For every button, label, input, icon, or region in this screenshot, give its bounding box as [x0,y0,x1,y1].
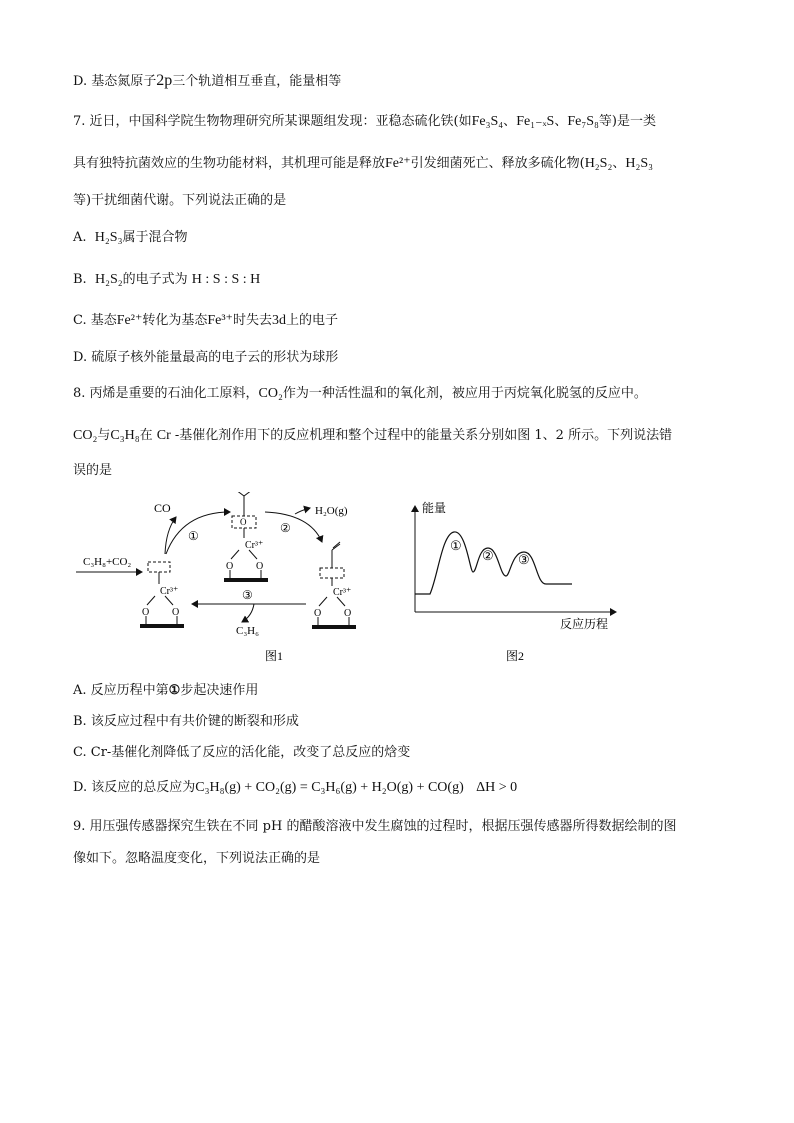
q8-option-c: C. Cr-基催化剂降低了反应的活化能，改变了总反应的焓变 [73,745,411,760]
fig2-step1-label: ① [450,538,462,553]
q8-option-b: B. 该反应过程中有共价键的断裂和形成 [73,714,299,729]
q7-option-a: A. H₂S₃属于混合物 [73,230,188,245]
q8-stem-line2: CO₂与C₃H₈在 Cr -基催化剂作用下的反应机理和整个过程中的能量关系分别如图 1、2 所示。下列说法错 [73,428,673,443]
figure-2-energy-diagram [400,496,626,670]
q7-stem-line1: 7. 近日，中国科学院生物物理研究所某课题组发现：亚稳态硫化铁(如Fe₃S₄、Fe₁₋ₓS、Fe₇S₈等)是一类 [73,114,656,129]
fig1-input-label: C₃H₈+CO₂ [83,556,132,568]
svg-text:O: O [226,561,234,572]
q7-stem-line2: 具有独特抗菌效应的生物功能材料，其机理可能是释放Fe²⁺引发细菌死亡、释放多硫化物(H₂S₂、H₂S₃ [73,156,654,171]
q8-option-d: D. 该反应的总反应为C₃H₈(g) + CO₂(g) = C₃H₆(g) + H₂O(g) + CO(g) ΔH > 0 [73,780,518,795]
q7-stem-line3: 等)干扰细菌代谢。下列说法正确的是 [73,193,287,208]
q9-stem-line1: 9. 用压强传感器探究生铁在不同 pH 的醋酸溶液中发生腐蚀的过程时，根据压强传感器所得数据绘制的图 [73,819,677,834]
svg-text:O: O [344,608,352,619]
svg-text:O: O [314,608,322,619]
q6-option-d: D. 基态氮原子2p三个轨道相互垂直，能量相等 [73,72,342,89]
fig1-caption: 图1 [265,649,284,663]
fig1-catalyst-top [224,492,268,582]
fig1-step3-label: ③ [242,588,253,602]
svg-text:O: O [256,561,264,572]
fig1-step1-label: ① [188,529,199,543]
q8-stem-line3: 误的是 [73,463,113,478]
svg-text:Cr³⁺: Cr³⁺ [160,586,179,597]
q8-option-a: A. 反应历程中第①步起决速作用 [73,683,259,698]
q7-option-d: D. 硫原子核外能量最高的电子云的形状为球形 [73,350,339,365]
fig2-caption: 图2 [506,649,525,663]
fig1-catalyst-left [140,562,184,628]
q7-option-c: C. 基态Fe²⁺转化为基态Fe³⁺时失去3d上的电子 [73,313,338,328]
fig1-step2-label: ② [280,521,291,535]
fig2-step2-label: ② [482,548,494,563]
fig1-co-label: CO [154,501,171,515]
svg-text:O: O [142,607,150,618]
fig1-c3h6-label: C₃H₆ [236,625,259,637]
fig1-c3h6-arrow [242,604,254,622]
figure-1-mechanism [70,492,390,670]
fig1-step2-arrow [265,512,322,542]
fig1-co-arrow [165,517,176,554]
svg-text:O: O [240,517,247,527]
svg-text:Cr³⁺: Cr³⁺ [333,587,352,598]
q9-stem-line2: 像如下。忽略温度变化，下列说法正确的是 [73,851,321,866]
fig1-h2o-label: H₂O(g) [315,505,348,517]
q8-stem-line1: 8. 丙烯是重要的石油化工原料，CO₂作为一种活性温和的氧化剂，被应用于丙烷氧化脱氢的反应中。 [73,386,647,401]
svg-text:O: O [172,607,180,618]
fig2-x-label: 反应历程 [560,617,609,631]
fig2-y-label: 能量 [422,501,447,515]
fig1-catalyst-right [312,542,356,629]
fig2-step3-label: ③ [518,552,530,567]
svg-text:Cr³⁺: Cr³⁺ [245,540,264,551]
fig1-h2o-arrow [295,508,310,514]
q7-option-b: B. H₂S₂的电子式为 H : S : S : H [73,272,261,287]
